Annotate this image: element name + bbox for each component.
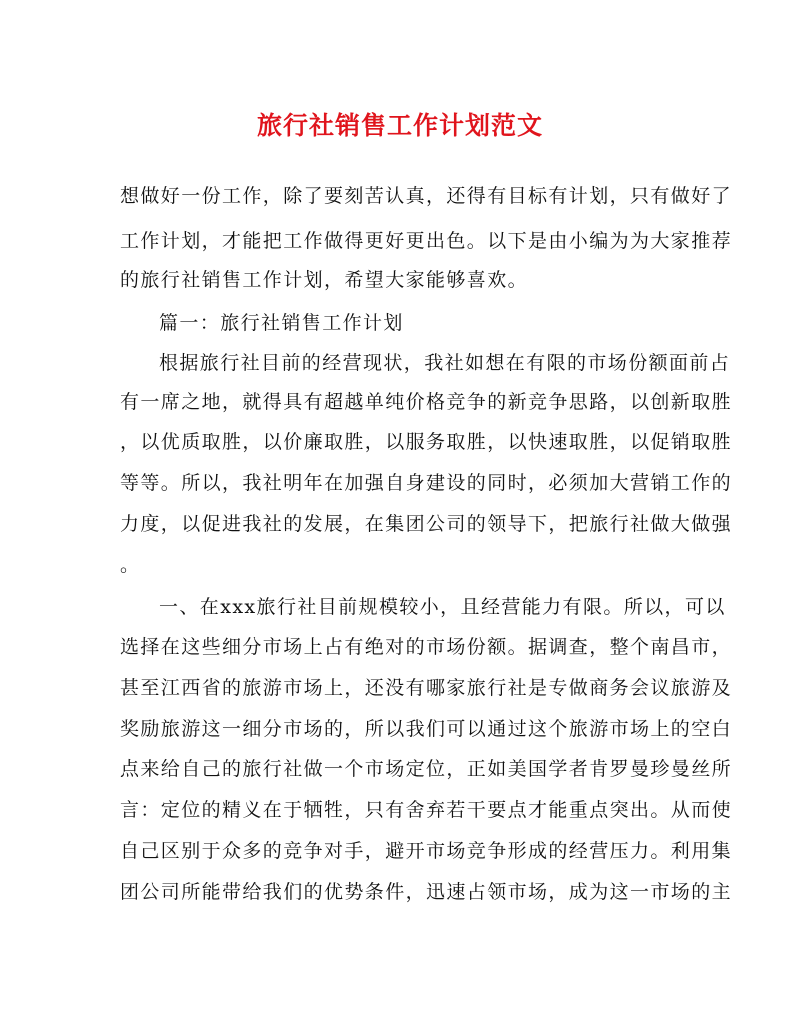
text-line: 工作计划，才能把工作做得更好更出色。以下是由小编为为大家推荐	[120, 230, 733, 252]
text-line: 点来给自己的旅行社做一个市场定位，正如美国学者肯罗曼珍曼丝所	[120, 758, 733, 780]
text-line: 根据旅行社目前的经营现状，我社如想在有限的市场份额面前占	[159, 352, 731, 374]
text-line: 一、在xxx旅行社目前规模较小，且经营能力有限。所以，可以	[159, 596, 726, 618]
text-line: 有一席之地，就得具有超越单纯价格竞争的新竞争思路，以创新取胜	[120, 391, 733, 413]
document-title: 旅行社销售工作计划范文	[256, 111, 543, 140]
text-line: 想做好一份工作，除了要刻苦认真，还得有目标有计划，只有做好了	[120, 185, 733, 207]
text-line: 团公司所能带给我们的优势条件，迅速占领市场，成为这一市场的主	[120, 881, 733, 903]
text-line: 言：定位的精义在于牺牲，只有舍弃若干要点才能重点突出。从而使	[120, 799, 733, 821]
text-line: 等等。所以，我社明年在加强自身建设的同时，必须加大营销工作的	[120, 472, 733, 494]
text-line: 的旅行社销售工作计划，希望大家能够喜欢。	[120, 269, 529, 291]
text-line: 自己区别于众多的竞争对手，避开市场竞争形成的经营压力。利用集	[120, 840, 733, 862]
text-line: 力度，以促进我社的发展，在集团公司的领导下，把旅行社做大做强	[120, 513, 733, 535]
text-line: ，以优质取胜，以价廉取胜，以服务取胜，以快速取胜，以促销取胜	[120, 431, 733, 453]
text-line: 。	[120, 554, 141, 576]
text-line: 奖励旅游这一细分市场的，所以我们可以通过这个旅游市场上的空白	[120, 718, 733, 740]
section-heading: 篇一：旅行社销售工作计划	[159, 312, 404, 334]
text-line: 选择在这些细分市场上占有绝对的市场份额。据调查，整个南昌市，	[120, 636, 733, 658]
text-line: 甚至江西省的旅游市场上，还没有哪家旅行社是专做商务会议旅游及	[120, 677, 733, 699]
